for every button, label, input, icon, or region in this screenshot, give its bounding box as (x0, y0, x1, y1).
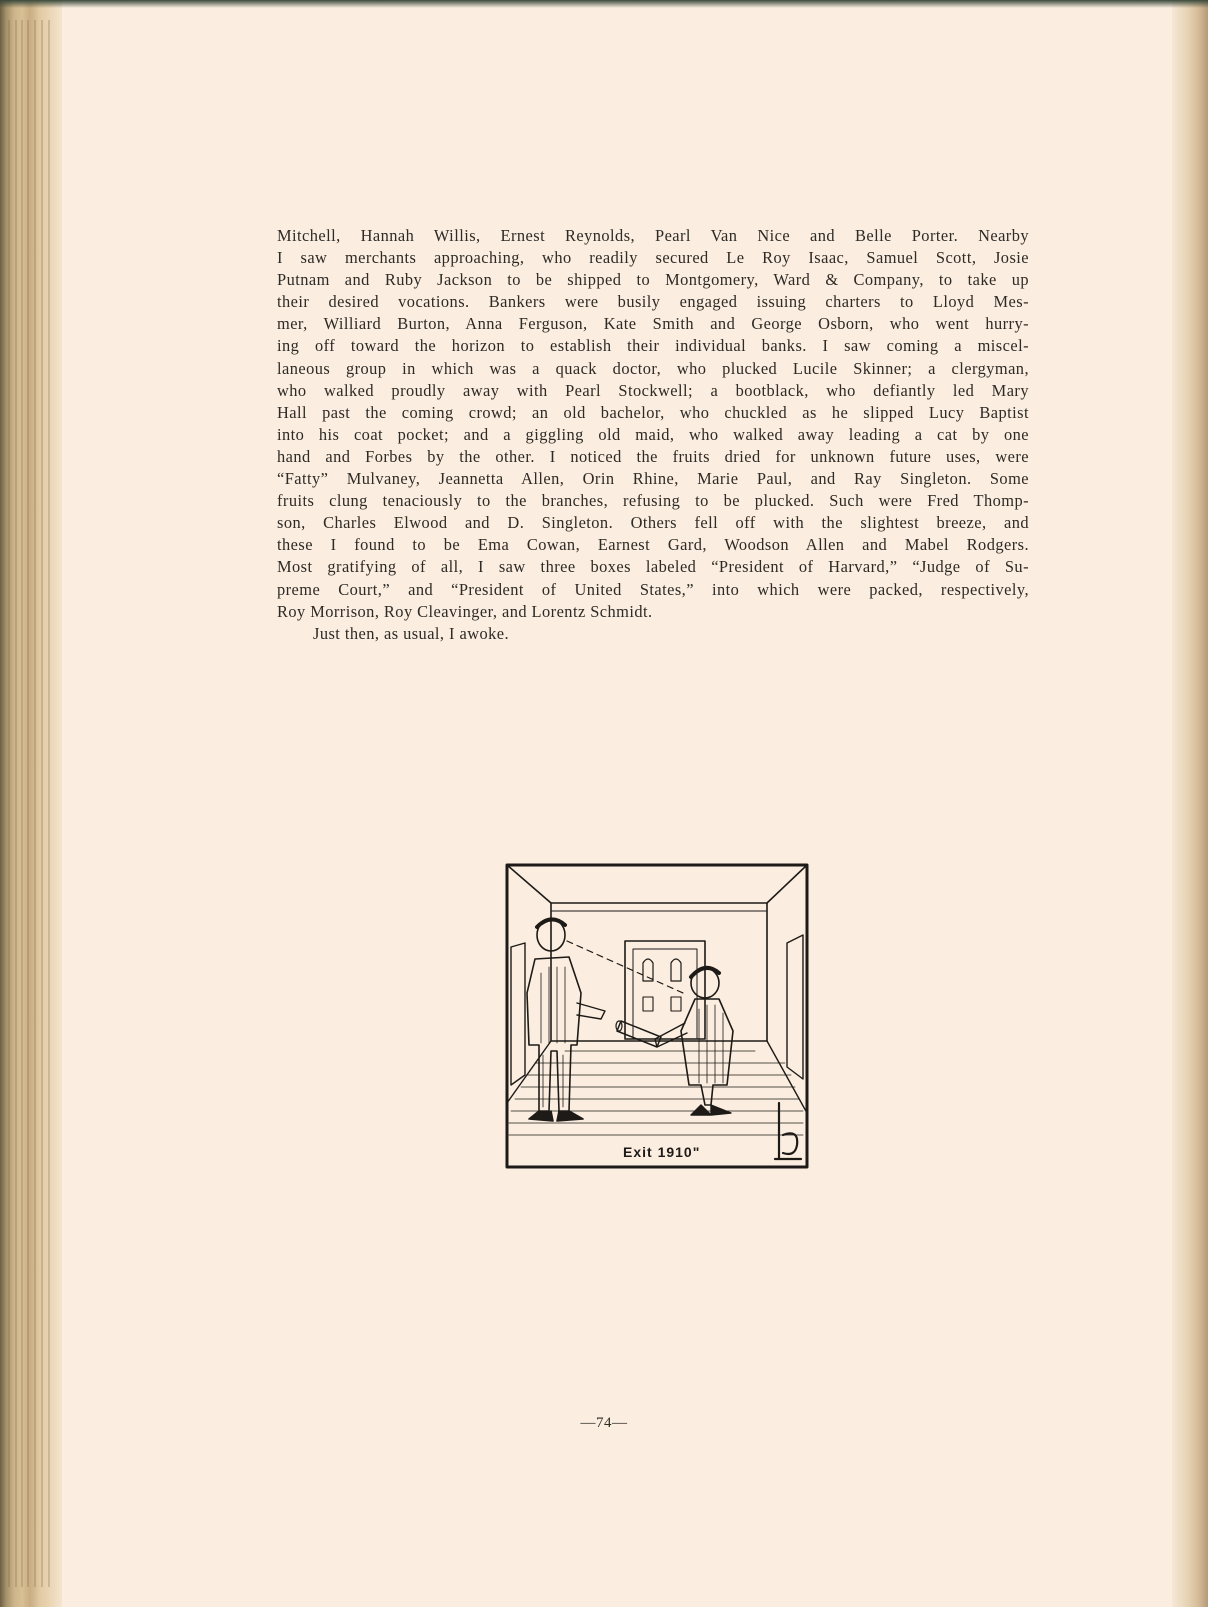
text-line: who walked proudly away with Pearl Stockwell; a bootblack, who defiantly led Mary (277, 380, 1029, 400)
text-line: Hall past the coming crowd; an old bachelor, who chuckled as he slipped Lucy Baptist (277, 402, 1029, 422)
page-stack-edge-left (0, 0, 62, 1607)
text-line: fruits clung tenaciously to the branches, refusing to be plucked. Such were Fred Thomp- (277, 491, 1029, 511)
text-line: Putnam and Ruby Jackson to be shipped to Montgomery, Ward & Company, to take up (277, 270, 1029, 290)
text-line: hand and Forbes by the other. I noticed the fruits dried for unknown future uses, were (277, 446, 1029, 466)
text-line: mer, Williard Burton, Anna Ferguson, Kate Smith and George Osborn, who went hurry- (277, 314, 1029, 334)
text-line: preme Court,” and “President of United States,” into which were packed, respectively, (277, 579, 1029, 599)
text-line: ing off toward the horizon to establish their individual banks. I saw coming a miscel- (277, 336, 1029, 356)
page-number: —74— (580, 1415, 628, 1431)
closing-line: Just then, as usual, I awoke. (313, 623, 510, 643)
illustration-caption: Exit 1910" (623, 1144, 701, 1160)
text-line: their desired vocations. Bankers were busily engaged issuing charters to Lloyd Mes- (277, 292, 1029, 312)
text-line: I saw merchants approaching, who readily secured Le Roy Isaac, Samuel Scott, Josie (277, 248, 1029, 268)
body-paragraph (277, 225, 1029, 623)
page-edge-top (0, 0, 1208, 8)
body-text (277, 225, 1029, 645)
text-line: son, Charles Elwood and D. Singleton. Others fell off with the slightest breeze, and (277, 513, 1029, 533)
text-line: Mitchell, Hannah Willis, Ernest Reynolds, Pearl Van Nice and Belle Porter. Nearby (277, 226, 1029, 245)
ink-illustration (505, 863, 809, 1169)
page-edge-right (1172, 0, 1208, 1607)
closing-paragraph (277, 623, 1029, 645)
text-line: these I found to be Ema Cowan, Earnest Gard, Woodson Allen and Mabel Rodgers. (277, 535, 1029, 555)
text-line: Most gratifying of all, I saw three boxes labeled “President of Harvard,” “Judge of Su- (277, 557, 1029, 577)
text-line: into his coat pocket; and a giggling old maid, who walked away leading a cat by one (277, 424, 1029, 444)
text-line: laneous group in which was a quack doctor, who plucked Lucile Skinner; a clergyman, (277, 358, 1029, 378)
text-line: Roy Morrison, Roy Cleavinger, and Lorentz Schmidt. (277, 601, 653, 621)
text-line: “Fatty” Mulvaney, Jeannetta Allen, Orin Rhine, Marie Paul, and Ray Singleton. Some (277, 469, 1029, 489)
